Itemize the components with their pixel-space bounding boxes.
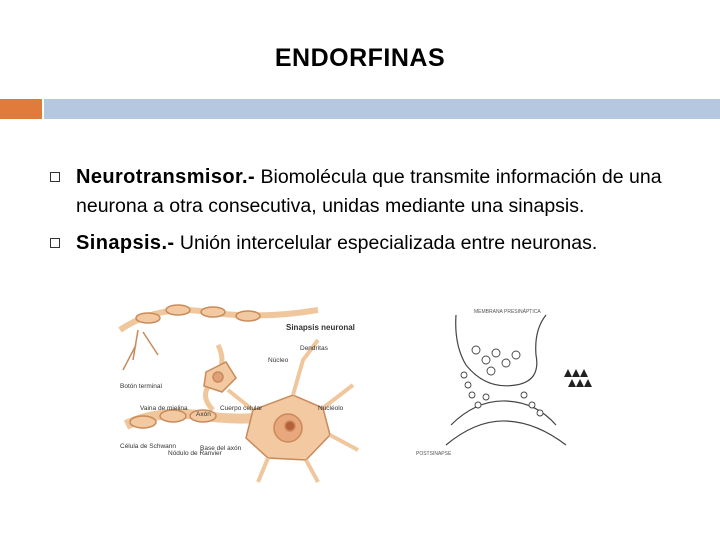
label-ranvier-node: Nódulo de Ranvier <box>168 450 222 457</box>
label-nucleus: Núcleo <box>268 357 289 364</box>
bullet-neurotransmisor <box>76 163 696 221</box>
label-myelin-sheath: Vaina de mielina <box>140 405 188 412</box>
label-axon-base: Base del axón <box>200 445 242 452</box>
checkbox-bullet-icon <box>50 172 60 182</box>
label-cell-body: Cuerpo celular <box>220 405 263 412</box>
label-synapse: Sinapsis neuronal <box>286 323 355 332</box>
label-postsynapse: POSTSINAPSE <box>416 451 452 457</box>
label-axon: Axón <box>196 411 211 418</box>
bullet-sinapsis <box>76 229 696 258</box>
label-dendrites: Dendritas <box>300 345 328 352</box>
bullet-text: Biomolécula que transmite información de una neurona a otra consecutiva, unidas mediante una sinapsis. <box>76 166 662 217</box>
label-nucleolus: Nucléolo <box>318 405 344 412</box>
accent-bar-blue <box>44 99 720 119</box>
label-terminal-button: Botón terminal <box>120 383 162 390</box>
neuron-diagram <box>118 300 366 485</box>
label-presynaptic-membrane: MEMBRANA PRESINÁPTICA <box>474 309 541 315</box>
neuron-illustration <box>118 300 366 485</box>
bullet-term: Neurotransmisor.- <box>76 166 256 188</box>
accent-bar-orange <box>0 99 42 119</box>
synapse-illustration <box>406 305 614 463</box>
slide-title: ENDORFINAS <box>274 44 446 72</box>
bullet-term: Sinapsis.- <box>76 232 175 254</box>
label-schwann-cell: Célula de Schwann <box>120 443 177 450</box>
synapse-diagram <box>406 305 614 463</box>
bullet-text: Unión intercelular especializada entre neuronas. <box>174 232 598 254</box>
checkbox-bullet-icon <box>50 238 60 248</box>
